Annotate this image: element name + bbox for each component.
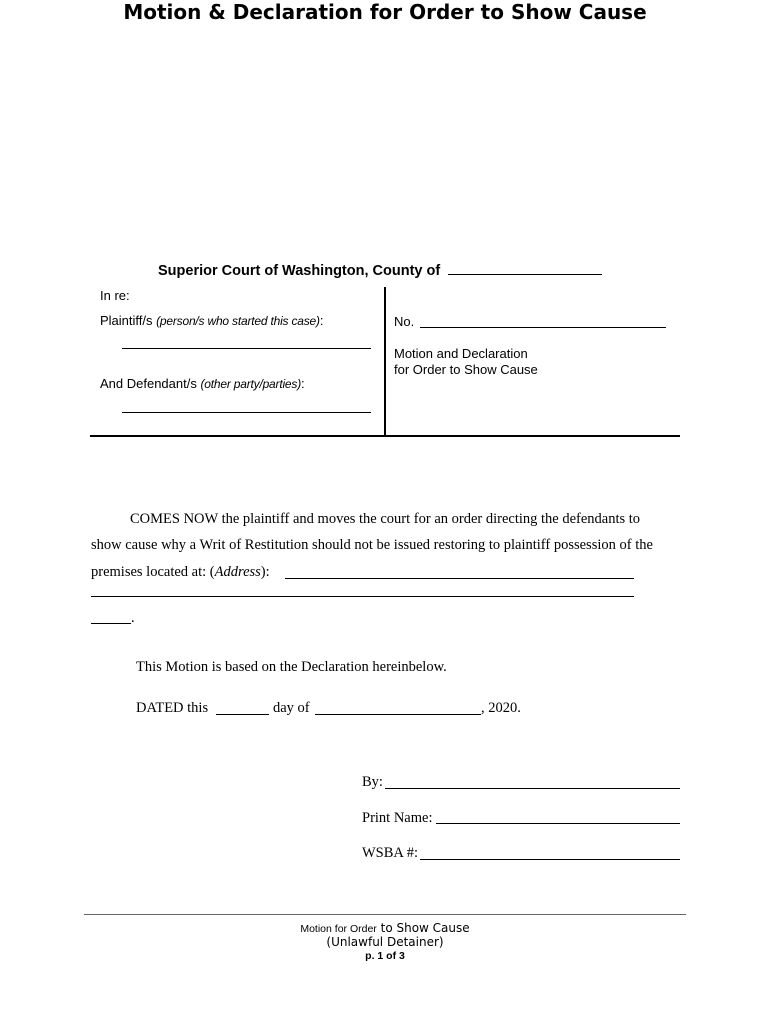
county-blank[interactable] (448, 262, 602, 275)
footer-rule (84, 914, 686, 915)
address-hint: Address (214, 564, 261, 580)
dated-prefix: DATED this (136, 700, 209, 716)
by-signature-blank[interactable] (385, 788, 680, 789)
address-blank-2[interactable] (91, 596, 634, 597)
dated-day-blank[interactable] (216, 714, 269, 715)
footer-form-name-rest: to Show Cause (376, 921, 470, 935)
defendant-name-blank[interactable] (122, 412, 371, 413)
plaintiff-label-text: Plaintiff/s (100, 313, 153, 328)
address-blank-1[interactable] (285, 578, 634, 579)
dated-mid: day of (273, 700, 310, 716)
premises-suffix: ): (260, 564, 270, 580)
doc-type-line1: Motion and Declaration (394, 346, 528, 361)
plaintiff-label (100, 313, 323, 328)
defendant-hint: (other party/parties) (200, 377, 301, 391)
address-blank-3[interactable] (91, 623, 131, 624)
basis-statement: This Motion is based on the Declaration hereinbelow. (136, 659, 447, 675)
defendant-colon: : (301, 376, 305, 391)
plaintiff-hint: (person/s who started this case) (156, 314, 320, 328)
caption-vertical-divider (384, 287, 386, 436)
premises-prefix: premises located at: ( (91, 564, 215, 580)
document-title: Motion & Declaration for Order to Show Cause (123, 0, 647, 24)
plaintiff-name-blank[interactable] (122, 348, 371, 349)
defendant-label (100, 376, 305, 391)
print-name-label: Print Name: (362, 810, 433, 826)
in-re-label: In re: (100, 288, 130, 303)
page-number: p. 1 of 3 (365, 950, 405, 962)
print-name-blank[interactable] (436, 823, 680, 824)
address-period: . (131, 610, 135, 626)
court-title (158, 262, 602, 279)
dated-month-blank[interactable] (315, 714, 481, 715)
caption-bottom-rule (90, 435, 680, 437)
defendant-label-text: And Defendant/s (100, 376, 197, 391)
body-line-1: COMES NOW the plaintiff and moves the court for an order directing the defendants to (130, 511, 641, 527)
body-line-3 (91, 564, 270, 581)
footer-form-name: Motion for Order (300, 923, 377, 935)
footer-line-2: (Unlawful Detainer) (326, 935, 444, 949)
wsba-label: WSBA #: (362, 845, 418, 861)
wsba-number-blank[interactable] (420, 859, 680, 860)
court-title-text: Superior Court of Washington, County of (158, 263, 441, 279)
dated-suffix: , 2020. (481, 700, 521, 716)
body-line-2: show cause why a Writ of Restitution should not be issued restoring to plaintiff possession of the (91, 537, 653, 553)
by-label: By: (362, 774, 383, 790)
doc-type-line2: for Order to Show Cause (394, 362, 538, 377)
case-number-blank[interactable] (420, 327, 666, 328)
plaintiff-colon: : (319, 313, 324, 328)
case-number-label: No. (394, 314, 415, 329)
